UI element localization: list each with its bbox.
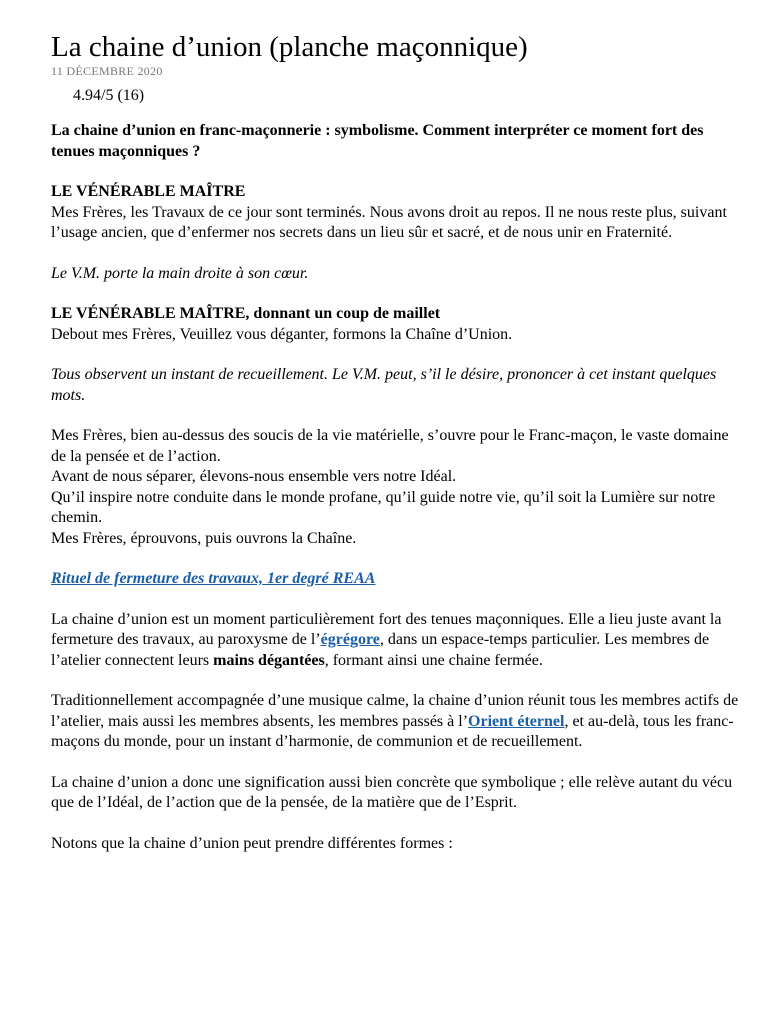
publish-date: 11 DÉCEMBRE 2020 — [51, 64, 163, 78]
speech-line: Mes Frères, éprouvons, puis ouvrons la Chaîne. — [51, 529, 357, 547]
body-paragraph — [51, 691, 741, 753]
article — [51, 30, 741, 854]
intro-paragraph: La chaine d’union en franc-maçonnerie : symbolisme. Comment interpréter ce moment fort des tenues maçonniques ? — [51, 122, 704, 160]
speech-paragraph — [51, 426, 741, 549]
body-text: Traditionnellement accompagnée d’une musique calme, la chaine d’union réunit tous les membres actifs de l’atelier, mais aussi les membres absents, les membres passés à l’ — [51, 692, 739, 730]
emphasis-text: mains dégantées — [213, 651, 325, 669]
speech-line: Avant de nous séparer, élevons-nous ensemble vers notre Idéal. — [51, 468, 457, 485]
speaker-heading: LE VÉNÉRABLE MAÎTRE — [51, 183, 246, 200]
speaker-heading: LE VÉNÉRABLE MAÎTRE, donnant un coup de maillet — [51, 305, 441, 322]
body-text: , et au-delà, tous les franc-maçons du monde, pour un instant d’harmonie, de communion et de recueillement. — [51, 712, 734, 750]
body-paragraph: Notons que la chaine d’union peut prendre différentes formes : — [51, 834, 453, 852]
rating: 4.94/5 (16) — [73, 87, 145, 104]
body-text: , dans un espace-temps particulier. Les membres de l’atelier connectent leurs — [51, 631, 710, 669]
body-text: La chaine d’union est un moment particulièrement fort des tenues maçonniques. Elle a lieu juste avant la fermeture des travaux, au paroxysme de l’ — [51, 610, 722, 648]
source-paragraph — [51, 569, 741, 590]
orient-eternel-link[interactable]: Orient éternel — [468, 712, 565, 730]
body-paragraph — [51, 610, 741, 672]
speech-line: Qu’il inspire notre conduite dans le monde profane, qu’il guide notre vie, qu’il soit la Lumière sur notre chemin. — [51, 488, 716, 526]
stage-direction: Tous observent un instant de recueillement. Le V.M. peut, s’il le désire, prononcer à cet instant quelques mots. — [51, 366, 717, 404]
speech-paragraph: Mes Frères, les Travaux de ce jour sont terminés. Nous avons droit au repos. Il ne nous reste plus, suivant l’usage ancien, que d’enfermer nos secrets dans un lieu sûr et sacré, et de nous unir en Fraternité. — [51, 203, 727, 241]
body-paragraph: La chaine d’union a donc une signification aussi bien concrète que symbolique ; elle relève autant du vécu que de l’Idéal, de l’action que de la pensée, de la matière que de l’Esprit. — [51, 773, 733, 811]
page-title: La chaine d’union (planche maçonnique) — [51, 31, 528, 63]
speech-line: Mes Frères, bien au-dessus des soucis de la vie matérielle, s’ouvre pour le Franc-maçon, le vaste domaine de la pensée et de l’action. — [51, 427, 729, 465]
source-link[interactable]: Rituel de fermeture des travaux, 1er degré REAA — [51, 570, 376, 587]
body-text: , formant ainsi une chaine fermée. — [324, 651, 543, 669]
stage-direction: Le V.M. porte la main droite à son cœur. — [51, 264, 309, 282]
speech-paragraph: Debout mes Frères, Veuillez vous déganter, formons la Chaîne d’Union. — [51, 325, 513, 343]
egregore-link[interactable]: égrégore — [320, 631, 380, 648]
